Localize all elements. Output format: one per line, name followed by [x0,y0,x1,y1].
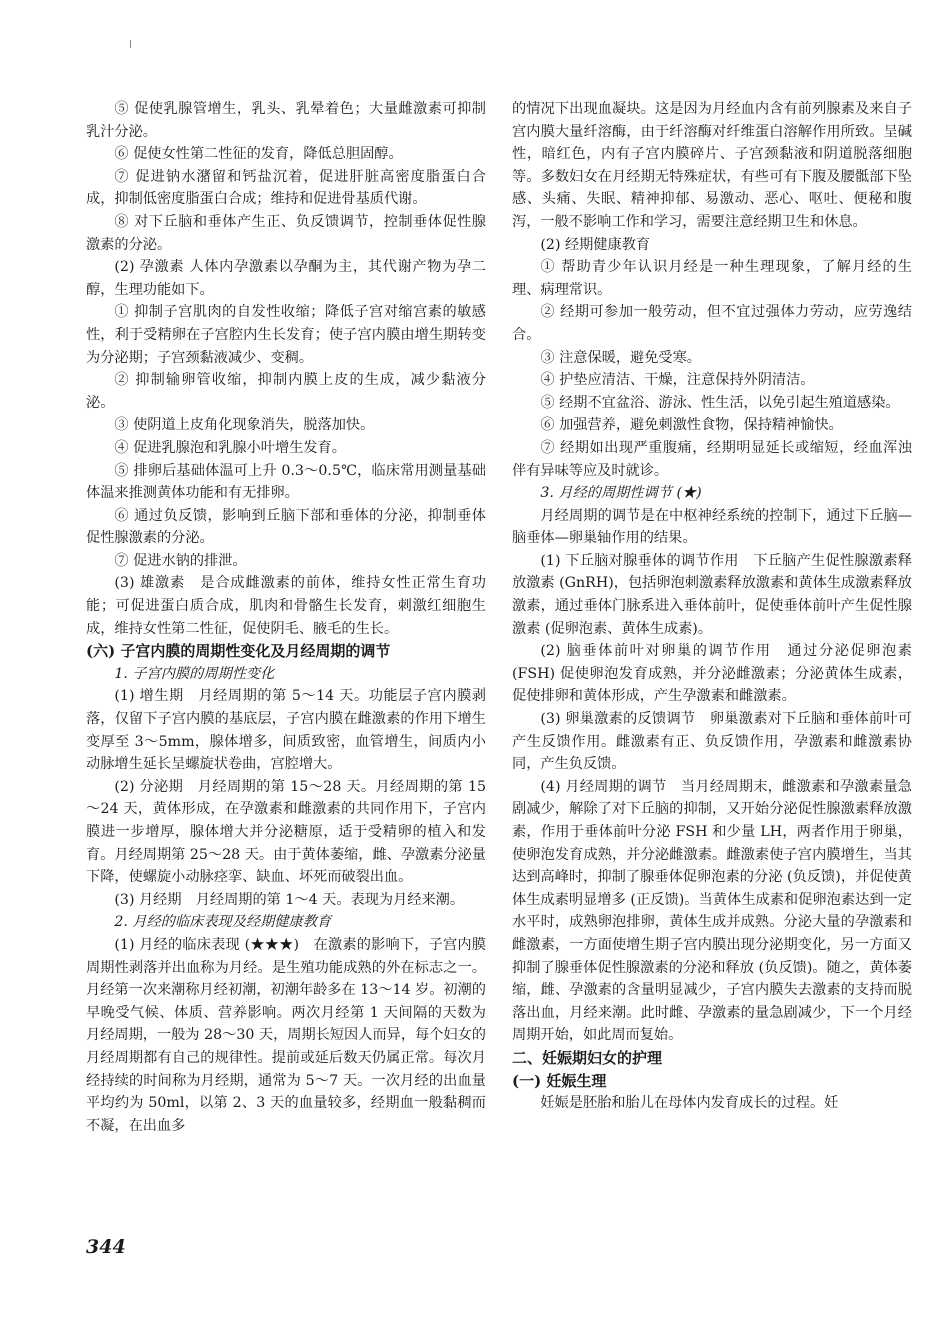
paragraph: ⑤ 经期不宜盆浴、游泳、性生活，以免引起生殖道感染。 [540,394,900,411]
paragraph: (3) 卵巢激素的反馈调节 卵巢激素对下丘脑和垂体前叶可产生反馈作用。雌激素有正、负反馈作用，孕激素和雌激素协同，产生负反馈。 [512,711,912,773]
subsection-heading: 1. 子宫内膜的周期性变化 [114,665,275,682]
paragraph: ③ 注意保暖，避免受寒。 [540,349,701,366]
left-text-column [86,98,486,1137]
right-text-column [512,98,912,1115]
paragraph: (3) 月经期 月经周期的第 1～4 天。表现为月经来潮。 [114,891,465,908]
paragraph: ⑦ 促进水钠的排泄。 [114,552,247,569]
paragraph: 妊娠是胚胎和胎儿在母体内发育成长的过程。妊 [540,1095,839,1112]
paragraph: (2) 脑垂体前叶对卵巢的调节作用 通过分泌促卵泡素 (FSH) 促使卵泡发育成熟，并分泌雌激素；分泌黄体生成素，促使排卵和黄体形成，产生孕激素和雌激素。 [512,643,912,705]
section-heading: (一) 妊娠生理 [512,1071,607,1090]
paragraph: 月经周期的调节是在中枢神经系统的控制下，通过下丘脑—脑垂体—卵巢轴作用的结果。 [512,507,912,547]
paragraph: ① 抑制子宫肌肉的自发性收缩；降低子宫对缩宫素的敏感性，利于受精卵在子宫腔内生长发育；使子宫内膜由增生期转变为分泌期；子宫颈黏液减少、变稠。 [86,304,486,366]
paragraph: ⑤ 促使乳腺管增生，乳头、乳晕着色；大量雌激素可抑制乳汁分泌。 [86,101,486,140]
paragraph: ② 经期可参加一般劳动，但不宜过强体力劳动，应劳逸结合。 [512,304,912,343]
section-heading: 二、妊娠期妇女的护理 [512,1048,663,1067]
subsection-heading: 3. 月经的周期性调节 (★) [540,485,702,502]
paragraph: (1) 月经的临床表现 (★★★) 在激素的影响下，子宫内膜周期性剥落并出血称为月经。是生殖功能成熟的外在标志之一。月经第一次来潮称月经初潮，初潮年龄多在 13～14 岁。初潮的早晚受气候、体质、营养影响。两次月经第 1 天间隔的天数为月经周期，一般为 28～30 天，周期长短因人而异，每个妇女的月经周期都有自己的规律性。提前或延后数天仍属正常。每次月经持续的时间称为月经期，通常为 5～7 天。一次月经的出血量平均约为 50ml，以第 2、3 天的血量较多，经期血一般黏稠而不凝，在出血多 [86,936,486,1134]
paragraph: ① 帮助青少年认识月经是一种生理现象，了解月经的生理、病理常识。 [512,259,912,298]
paragraph: ⑥ 通过负反馈，影响到丘脑下部和垂体的分泌，抑制垂体促性腺激素的分泌。 [86,507,486,547]
subsection-heading: 2. 月经的临床表现及经期健康教育 [114,914,332,931]
paragraph: ④ 促进乳腺泡和乳腺小叶增生发育。 [114,439,346,456]
paragraph: (1) 下丘脑对腺垂体的调节作用 下丘脑产生促性腺激素释放激素 (GnRH)，包括卵泡刺激素释放激素和黄体生成激素释放激素，通过垂体门脉系进入垂体前叶，促使垂体前叶产生促性腺激素 (促卵泡素、黄体生成素)。 [512,552,912,637]
paragraph: ⑦ 促进钠水潴留和钙盐沉着，促进肝脏高密度脂蛋白合成，抑制低密度脂蛋白合成；维持和促进骨基质代谢。 [86,168,486,208]
paragraph: ④ 护垫应清洁、干燥，注意保持外阴清洁。 [540,372,815,389]
scan-mark [130,40,131,48]
paragraph: (2) 经期健康教育 [540,236,651,253]
paragraph: (2) 分泌期 月经周期的第 15～28 天。月经周期的第 15～24 天，黄体形成，在孕激素和雌激素的共同作用下，子宫内膜进一步增厚，腺体增大并分泌糖原，适于受精卵的植入和发育。月经周期第 25～28 天。由于黄体萎缩，雌、孕激素分泌量下降，使螺旋小动脉痉挛、缺血、坏死而破裂出血。 [86,778,486,886]
paragraph: ⑤ 排卵后基础体温可上升 0.3～0.5℃，临床常用测量基础体温来推测黄体功能和有无排卵。 [86,462,486,502]
paragraph: (1) 增生期 月经周期的第 5～14 天。功能层子宫内膜剥落，仅留下子宫内膜的基底层，子宫内膜在雌激素的作用下增生变厚至 3～5mm，腺体增多，间质致密，血管增生，间质内小动脉增生延长呈螺旋状卷曲，宫腔增大。 [86,688,486,773]
paragraph: 的情况下出现血凝块。这是因为月经血内含有前列腺素及来自子宫内膜大量纤溶酶，由于纤溶酶对纤维蛋白溶解作用所致。呈碱性，暗红色，内有子宫内膜碎片、子宫颈黏液和阴道脱落细胞等。多数妇女在月经期无特殊症状，有些可有下腹及腰骶部下坠感、头痛、失眠、精神抑郁、易激动、恶心、呕吐、便秘和腹泻，一般不影响工作和学习，需要注意经期卫生和休息。 [512,101,912,230]
paragraph: ⑥ 加强营养，避免刺激性食物，保持精神愉快。 [540,417,843,434]
page-number: 344 [86,1236,126,1258]
paragraph: ② 抑制输卵管收缩，抑制内膜上皮的生成，减少黏液分泌。 [86,372,486,411]
paragraph: ⑥ 促使女性第二性征的发育，降低总胆固醇。 [114,146,403,163]
paragraph: (4) 月经周期的调节 当月经周期末，雌激素和孕激素量急剧减少，解除了对下丘脑的抑制，又开始分泌促性腺激素释放激素，作用于垂体前叶分泌 FSH 和少量 LH，两者作用于卵巢，使卵泡发育成熟，并分泌雌激素。雌激素使子宫内膜增生，当其达到高峰时，抑制了腺垂体促卵泡素的分泌 (负反馈)，并促使黄体生成素明显增多 (正反馈)。当黄体生成素和促卵泡素达到一定水平时，成熟卵泡排卵，黄体生成并成熟。分泌大量的孕激素和雌激素，一方面使增生期子宫内膜出现分泌期变化，另一方面又抑制了腺垂体促性腺激素的分泌和释放 (负反馈)。随之，黄体萎缩，雌、孕激素的含量明显减少，子宫内膜失去激素的支持而脱落出血，月经来潮。此时雌、孕激素的量急剧减少，下一个月经周期开始，如此周而复始。 [512,778,912,1044]
paragraph: ⑦ 经期如出现严重腹痛，经期明显延长或缩短，经血浑浊伴有异味等应及时就诊。 [512,439,912,479]
paragraph: (3) 雄激素 是合成雌激素的前体，维持女性正常生育功能；可促进蛋白质合成，肌肉和骨骼生长发育，刺激红细胞生成，维持女性第二性征，促使阴毛、腋毛的生长。 [86,575,486,637]
paragraph: ③ 使阴道上皮角化现象消失，脱落加快。 [114,417,375,434]
paragraph: ⑧ 对下丘脑和垂体产生正、负反馈调节，控制垂体促性腺激素的分泌。 [86,213,486,253]
section-heading: (六) 子宫内膜的周期性变化及月经周期的调节 [86,642,391,661]
paragraph: (2) 孕激素 人体内孕激素以孕酮为主，其代谢产物为孕二醇，生理功能如下。 [86,259,486,298]
